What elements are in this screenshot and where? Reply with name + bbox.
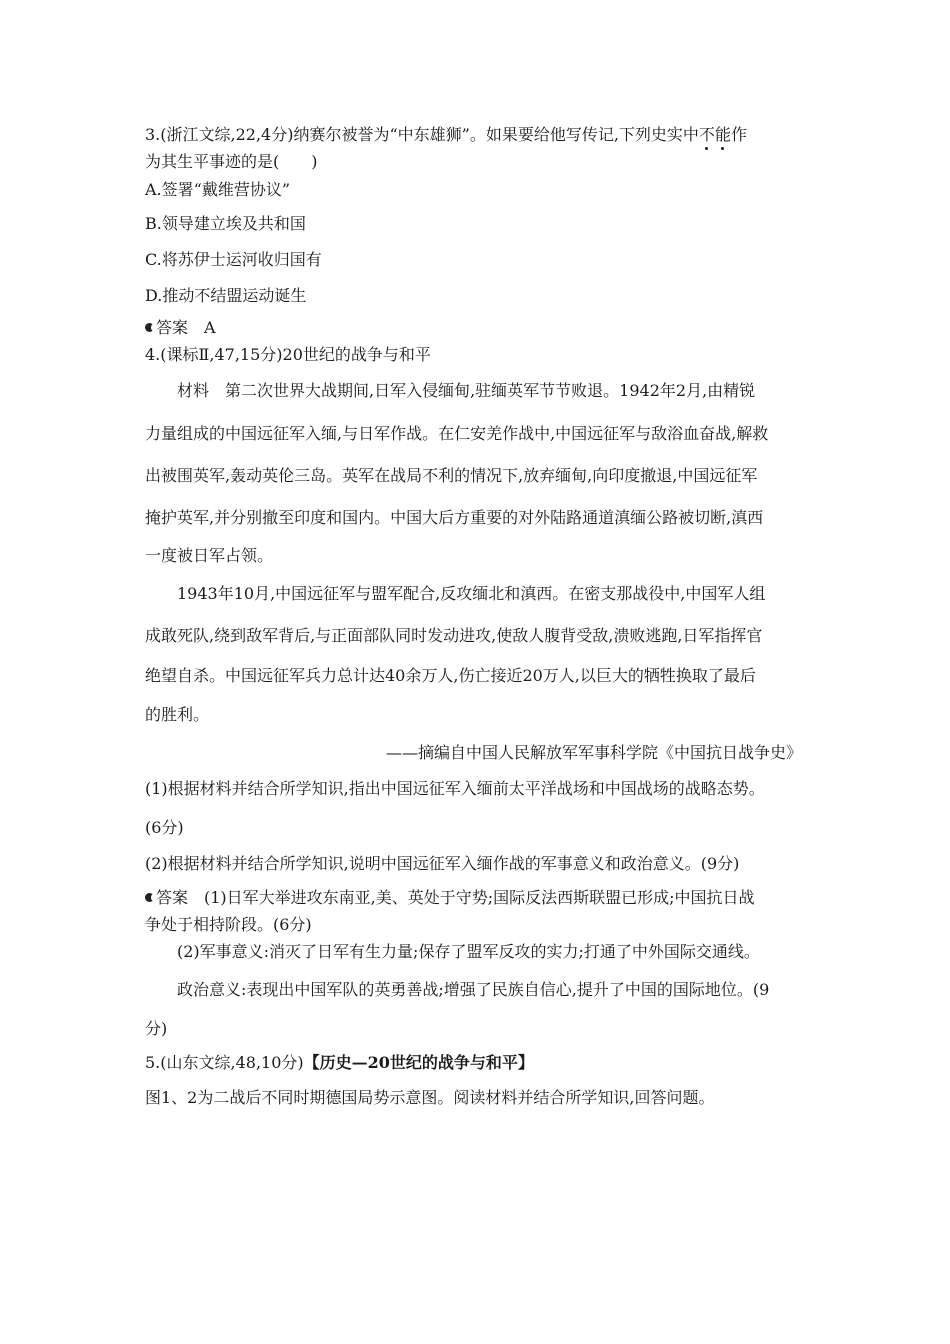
q4-title: 4.(课标Ⅱ,47,15分)20世纪的战争与和平 [145, 345, 431, 364]
q4-material-line: 绝望自杀。中国远征军兵力总计达40余万人,伤亡接近20万人,以巨大的牺牲换取了最后 [145, 666, 756, 685]
emphasis-char: 能 [714, 125, 731, 144]
emphasis-char: 不 [698, 125, 715, 144]
q4-material-line: 掩护英军,并分别撤至印度和国内。中国大后方重要的对外陆路通道滇缅公路被切断,滇西 [145, 508, 764, 527]
q4-subquestion-2: (2)根据材料并结合所学知识,说明中国远征军入缅作战的军事意义和政治意义。(9分) [145, 854, 740, 873]
q3-stem-line1 [145, 125, 747, 145]
q4-answer-line: 政治意义:表现出中国军队的英勇善战;增强了民族自信心,提升了中国的国际地位。(9 [177, 980, 770, 999]
q4-material-line: 材料 第二次世界大战期间,日军入侵缅甸,驻缅英军节节败退。1942年2月,由精锐 [177, 381, 756, 400]
q4-subquestion-1-score: (6分) [145, 818, 184, 837]
q4-source: ——摘编自中国人民解放军军事科学院《中国抗日战争史》 [385, 743, 802, 762]
answer-bullet-icon [145, 893, 154, 902]
q5-title-source: 5.(山东文综,48,10分) [145, 1053, 304, 1072]
q4-material-line: 出被围英军,轰动英伦三岛。英军在战局不利的情况下,放弃缅甸,向印度撤退,中国远征军 [145, 466, 758, 485]
q4-material-line: 的胜利。 [145, 705, 210, 724]
q4-answer-line [145, 888, 755, 908]
answer-bullet-icon [145, 323, 154, 332]
q4-answer-line: (2)军事意义:消灭了日军有生力量;保存了盟军反攻的实力;打通了中外国际交通线。 [177, 942, 760, 961]
q4-material-line: 成敢死队,绕到敌军背后,与正面部队同时发动进攻,使敌人腹背受敌,溃败逃跑,日军指挥官 [145, 626, 763, 645]
q5-instructions: 图1、2为二战后不同时期德国局势示意图。阅读材料并结合所学知识,回答问题。 [145, 1088, 715, 1107]
q3-stem-line2: 为其生平事迹的是( ) [145, 152, 318, 171]
q3-option-a: A.签署“戴维营协议” [145, 180, 291, 199]
q3-option-d: D.推动不结盟运动诞生 [145, 286, 307, 305]
q3-option-c: C.将苏伊士运河收归国有 [145, 250, 322, 269]
q4-answer-line: 争处于相持阶段。(6分) [145, 915, 312, 934]
q3-stem-text: 3.(浙江文综,22,4分)纳赛尔被誉为“中东雄狮”。如果要给他写传记,下列史实中 [145, 125, 699, 144]
q3-answer [145, 318, 216, 338]
q3-stem-text: 作 [730, 125, 747, 144]
q3-option-b: B.领导建立埃及共和国 [145, 214, 306, 233]
q5-title [145, 1053, 534, 1073]
q4-material-line: 1943年10月,中国远征军与盟军配合,反攻缅北和滇西。在密支那战役中,中国军人组 [177, 584, 766, 603]
q4-answer-text: 答案 (1)日军大举进攻东南亚,美、英处于守势;国际反法西斯联盟已形成;中国抗日战 [156, 888, 755, 907]
q5-title-topic: 【历史—20世纪的战争与和平】 [303, 1053, 534, 1072]
q4-material-line: 一度被日军占领。 [145, 546, 274, 565]
q4-material-line: 力量组成的中国远征军入缅,与日军作战。在仁安羌作战中,中国远征军与敌浴血奋战,解救 [145, 424, 769, 443]
q4-subquestion-1: (1)根据材料并结合所学知识,指出中国远征军入缅前太平洋战场和中国战场的战略态势。 [145, 779, 765, 798]
q4-answer-line: 分) [145, 1019, 168, 1038]
q3-answer-text: 答案 A [156, 318, 216, 337]
